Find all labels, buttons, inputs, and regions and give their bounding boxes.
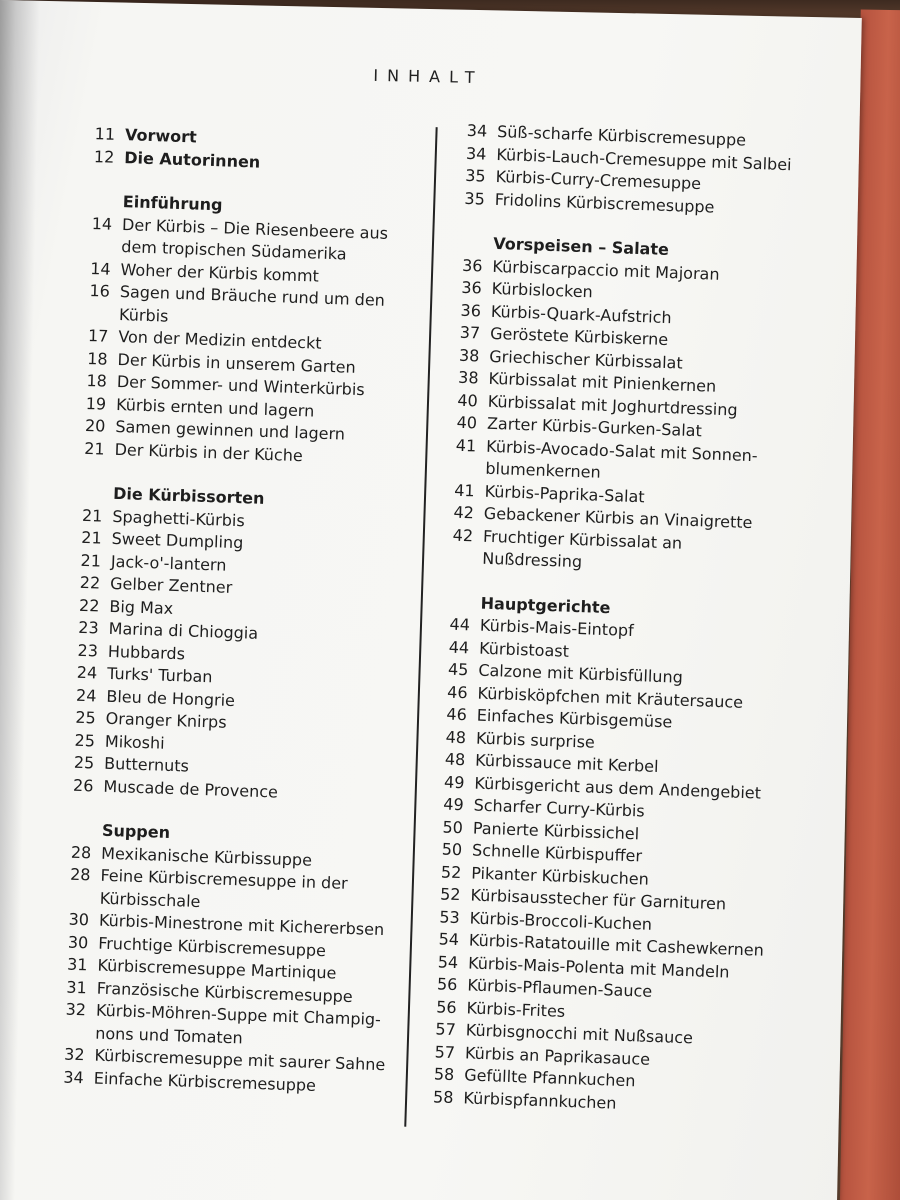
page-number: 53 [439, 906, 461, 927]
entry-title: Panierte Kürbissichel [472, 818, 640, 843]
page-number: 12 [93, 146, 115, 167]
page-number: 48 [444, 749, 466, 770]
entry-title: Kürbis-Mais-Polenta mit Mandeln [467, 952, 730, 982]
entry-title: Geröstete Kürbiskerne [489, 323, 669, 350]
entry-title: Scharfer Curry-Kürbis [473, 795, 646, 821]
page-number: 20 [84, 415, 106, 436]
page-number: 16 [89, 281, 111, 301]
page-number: 48 [445, 727, 467, 747]
page-number: 24 [75, 685, 97, 705]
entry-title: Der Sommer- und Winterkürbis [116, 371, 365, 400]
entry-title: Vorwort [124, 125, 198, 147]
entry-title: Die Autorinnen [124, 147, 261, 172]
entry-title: Kürbiscarpaccio mit Majoran [492, 256, 720, 284]
entry-title: Woher der Kürbis kommt [120, 259, 320, 286]
section-heading-text: Die Kürbissorten [112, 483, 265, 508]
entry-title: Mikoshi [104, 731, 165, 753]
entry-title: Kürbis-Möhren-Suppe mit Champig-nons und Tomaten [94, 1000, 382, 1048]
entry-title: Einfache Kürbiscremesuppe [93, 1068, 317, 1095]
page-number: 32 [65, 999, 87, 1020]
page-number: 38 [458, 345, 480, 365]
page-number: 50 [442, 816, 464, 837]
page-number: 46 [446, 682, 468, 702]
entry-title: Kürbis-Curry-Cremesuppe [495, 166, 702, 194]
page-number: 42 [452, 525, 474, 545]
entry-title: Muscade de Provence [103, 776, 279, 802]
entry-title: Gebackener Kürbis an Vinaigrette [483, 503, 753, 533]
entry-title: Kürbispfannkuchen [463, 1087, 617, 1113]
page-number: 52 [439, 884, 461, 905]
page-number: 40 [456, 412, 478, 433]
page-number: 24 [76, 662, 98, 683]
page-number: 14 [89, 258, 111, 279]
entry-title: Butternuts [103, 753, 190, 776]
entry-title: Französische Kürbiscremesuppe [96, 978, 353, 1006]
page-number: 44 [449, 614, 471, 635]
entry-title: Kürbistoast [478, 638, 570, 661]
page-number: 23 [78, 617, 100, 638]
entry-title: Kürbis-Pflaumen-Sauce [467, 975, 653, 1001]
entry-title: Kürbissalat mit Pinienkernen [488, 368, 717, 396]
entry-title: Jack-o'-lantern [110, 551, 227, 575]
entry-title: Kürbis-Avocado-Salat mit Sonnen-blumenkernen [485, 436, 759, 482]
page-number: 28 [70, 842, 92, 862]
page-number: 30 [67, 932, 89, 952]
page-number: 46 [446, 704, 468, 725]
page-number: 31 [66, 954, 88, 975]
entry-title: Kürbis ernten und lagern [115, 394, 315, 421]
page-number: 36 [461, 255, 483, 276]
entry-title: Kürbis-Quark-Aufstrich [490, 301, 672, 327]
entry-title: Samen gewinnen und lagern [115, 416, 346, 444]
entry-title: Kürbis-Lauch-Cremesuppe mit Salbei [496, 144, 792, 174]
entry-title: Kürbislocken [491, 278, 594, 302]
entry-title: Hubbards [107, 641, 186, 663]
entry-title: Turks' Turban [106, 663, 213, 687]
entry-title: Mexikanische Kürbissuppe [100, 843, 313, 870]
page-number: 25 [75, 707, 97, 728]
page-number: 49 [443, 772, 465, 792]
page-number: 54 [438, 929, 460, 950]
page-number: 56 [435, 996, 457, 1017]
entry-title: Süß-scharfe Kürbiscremesuppe [496, 121, 747, 150]
entry-title: Von der Medizin entdeckt [118, 327, 322, 353]
page-number: 30 [68, 909, 90, 930]
page-number: 18 [86, 370, 108, 391]
entry-title: Kürbis surprise [475, 728, 596, 752]
entry-title: Fridolins Kürbiscremesuppe [494, 189, 715, 217]
entry-title: Schnelle Kürbispuffer [471, 840, 643, 866]
entry-title: Gefüllte Pfannkuchen [463, 1065, 636, 1091]
page-number: 21 [80, 550, 102, 571]
entry-title: Kürbis-Paprika-Salat [484, 481, 645, 506]
entry-title: Einfaches Kürbisgemüse [476, 705, 673, 732]
entry-title: Kürbis-Ratatouille mit Cashewkernen [468, 930, 765, 960]
page-number: 58 [433, 1064, 455, 1085]
page-number: 41 [453, 480, 475, 500]
entry-title: Zarter Kürbis-Gurken-Salat [486, 413, 703, 441]
entry-title: Kürbiscremesuppe mit saurer Sahne [94, 1045, 386, 1075]
entry-title: Sagen und Bräuche rund um den Kürbis [118, 282, 386, 326]
entry-title: Kürbis-Mais-Eintopf [479, 615, 635, 641]
section-heading-text: Einführung [122, 192, 223, 215]
page-number: 50 [441, 839, 463, 860]
page-number: 58 [432, 1086, 454, 1107]
section-heading-text: Hauptgerichte [480, 593, 611, 617]
entry-title: Oranger Knirps [105, 708, 227, 732]
page-number: 25 [73, 752, 95, 773]
section-heading-text: Suppen [101, 820, 171, 842]
page-number: 25 [74, 730, 96, 750]
entry-title: Pikanter Kürbiskuchen [470, 863, 650, 889]
page-number: 32 [63, 1044, 85, 1065]
page-number: 31 [66, 977, 88, 997]
entry-title: Feine Kürbiscremesuppe in der Kürbisschale [99, 865, 349, 911]
page-number: 11 [94, 124, 116, 144]
page-title: INHALT [373, 65, 484, 88]
page-number: 57 [434, 1041, 456, 1062]
page-number: 42 [453, 502, 475, 523]
page-number: 28 [69, 864, 91, 885]
page-number: 14 [91, 213, 113, 234]
page-number: 21 [81, 527, 103, 548]
page-number: 26 [72, 775, 94, 795]
entry-title: Kürbiscremesuppe Martinique [97, 955, 337, 983]
page-gutter-shadow [0, 0, 40, 1200]
page-number: 36 [460, 300, 482, 321]
page-number: 21 [81, 505, 103, 526]
entry-title: Griechischer Kürbissalat [489, 346, 684, 373]
page-number: 18 [86, 348, 108, 369]
page-number: 22 [78, 595, 100, 616]
entry-title: Spaghetti-Kürbis [112, 506, 246, 530]
page-number: 54 [437, 951, 459, 972]
page-number: 56 [436, 974, 458, 995]
page-number: 22 [79, 572, 101, 593]
page-number: 21 [83, 438, 105, 459]
entry-title: Kürbis-Frites [466, 997, 566, 1021]
entry-title: Kürbis an Paprikasauce [464, 1042, 651, 1069]
entry-title: Sweet Dumpling [111, 528, 244, 553]
entry-title: Gelber Zentner [109, 573, 233, 597]
page-number: 38 [457, 367, 479, 388]
entry-title: Calzone mit Kürbisfüllung [478, 660, 684, 687]
page-number: 45 [447, 659, 469, 680]
page-number: 41 [455, 435, 477, 455]
entry-title: Kürbis-Broccoli-Kuchen [469, 907, 653, 934]
toc-left-column [55, 123, 417, 1099]
page-number: 37 [459, 322, 481, 343]
page-number: 34 [465, 143, 487, 164]
page-number: 44 [448, 637, 470, 657]
page-number: 57 [435, 1019, 457, 1040]
entry-title: Der Kürbis in unserem Garten [117, 349, 357, 377]
page-number: 19 [85, 393, 107, 414]
entry-title: Der Kürbis in der Küche [114, 439, 304, 465]
toc-right-column [425, 120, 799, 1120]
entry-title: Kürbissalat mit Joghurtdressing [487, 391, 738, 420]
entry-title: Fruchtiger Kürbissalat an Nußdressing [481, 526, 683, 572]
entry-title: Big Max [109, 596, 174, 618]
page-number: 23 [77, 640, 99, 660]
entry-title: Bleu de Hongrie [106, 686, 236, 710]
entry-title: Marina di Chioggia [108, 618, 259, 643]
page-number: 34 [63, 1067, 85, 1087]
page-number: 36 [461, 277, 483, 298]
page-number: 34 [466, 120, 488, 141]
page-number: 35 [464, 188, 486, 209]
page-number: 17 [87, 326, 109, 346]
page-number: 49 [443, 794, 465, 815]
page-number: 40 [457, 390, 479, 410]
entry-title: Kürbis-Minestrone mit Kichererbsen [98, 910, 385, 940]
section-heading-text: Vorspeisen – Salate [492, 233, 670, 260]
entry-title: Der Kürbis – Die Riesenbeere aus dem tropischen Südamerika [121, 214, 389, 264]
entry-title: Kürbisgericht aus dem Andengebiet [474, 773, 762, 803]
page-number: 52 [440, 861, 462, 882]
entry-title: Kürbisgnocchi mit Nußsauce [465, 1020, 694, 1048]
entry-title: Fruchtige Kürbiscremesuppe [97, 933, 327, 960]
entry-title: Kürbissauce mit Kerbel [474, 750, 659, 776]
entry-title: Kürbisausstecher für Garnituren [470, 885, 727, 914]
page-number: 35 [464, 165, 486, 186]
entry-title: Kürbisköpfchen mit Kräutersauce [477, 683, 744, 712]
